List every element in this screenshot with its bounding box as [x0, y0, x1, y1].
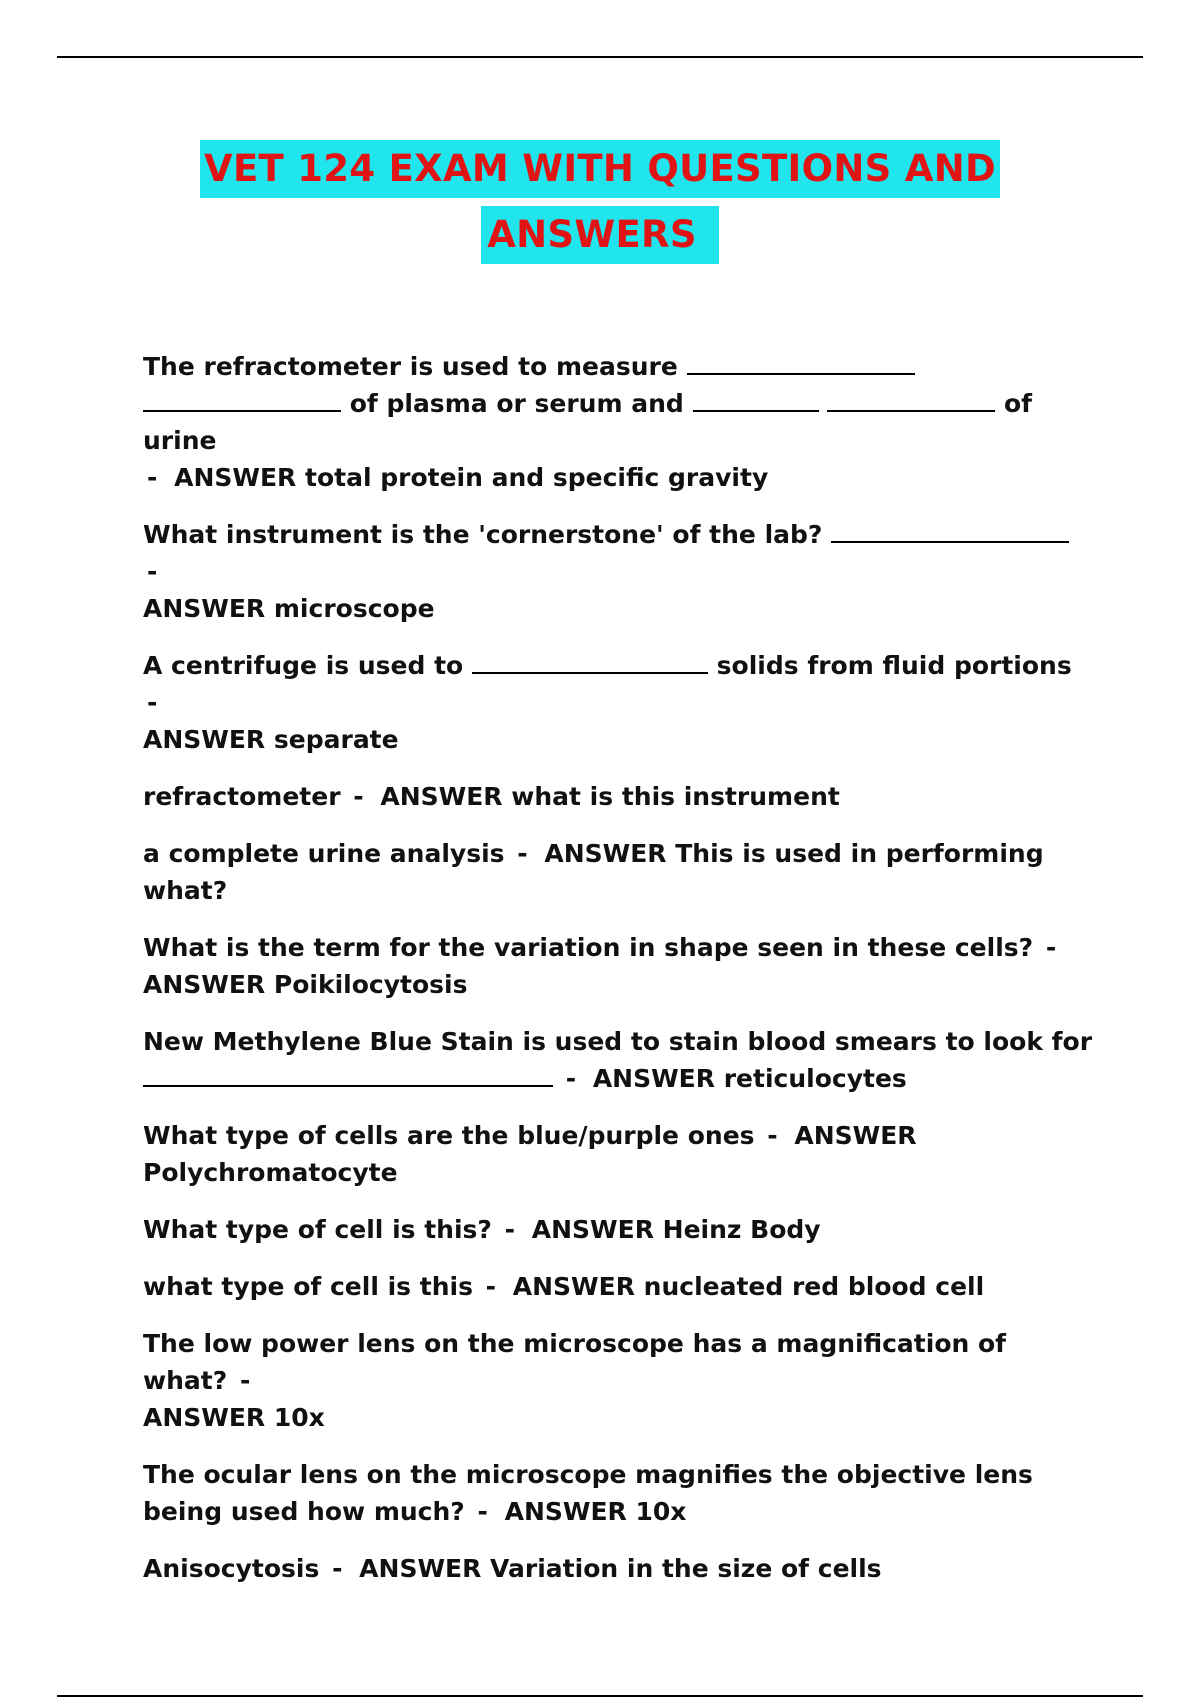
answer-text: ANSWER what is this instrument — [380, 782, 840, 811]
separator: - — [1045, 933, 1057, 962]
answer-blank — [472, 671, 708, 674]
question-text: What is the term for the variation in shape seen in these cells? — [143, 933, 1034, 962]
question-text: New Methylene Blue Stain is used to stain blood smears to look for — [143, 1027, 1093, 1056]
answer-text: ANSWER This is used in performing what? — [143, 839, 1044, 905]
question-text: refractometer — [143, 782, 341, 811]
answer-text: ANSWER total protein and specific gravity — [174, 463, 769, 492]
answer-text: ANSWER 10x — [504, 1497, 687, 1526]
separator: - — [353, 782, 364, 811]
separator: - — [332, 1554, 343, 1583]
answer-text: ANSWER 10x — [143, 1403, 325, 1432]
question-text: A centrifuge is used to — [143, 651, 464, 680]
qa-item-10 — [143, 1268, 1093, 1305]
question-text: The ocular lens on the microscope magnifies the objective lens being used how much? — [143, 1460, 1033, 1526]
answer-blank — [687, 372, 915, 375]
answer-blank — [143, 409, 341, 412]
separator: - — [504, 1215, 516, 1244]
qa-item-5 — [143, 835, 1093, 909]
question-text: The low power lens on the microscope has a magnification of what? — [143, 1329, 1007, 1395]
question-text: a complete urine analysis — [143, 839, 505, 868]
question-text: What instrument is the 'cornerstone' of the lab? — [143, 520, 823, 549]
question-text: The refractometer is used to measure — [143, 352, 678, 381]
answer-text: ANSWER Heinz Body — [531, 1215, 821, 1244]
separator: - — [477, 1497, 488, 1526]
document-title — [0, 140, 1200, 264]
separator: - — [767, 1121, 778, 1150]
separator: - — [565, 1064, 577, 1093]
qa-item-12 — [143, 1456, 1093, 1530]
qa-item-2 — [143, 516, 1093, 627]
question-text: What type of cells are the blue/purple ones — [143, 1121, 755, 1150]
separator: - — [239, 1366, 251, 1395]
answer-text: ANSWER reticulocytes — [592, 1064, 907, 1093]
question-text: What type of cell is this? — [143, 1215, 492, 1244]
qa-list — [143, 348, 1093, 1607]
answer-text: ANSWER Variation in the size of cells — [359, 1554, 882, 1583]
question-text: solids from fluid portions — [716, 651, 1072, 680]
separator: - — [147, 688, 158, 717]
question-text: Anisocytosis — [143, 1554, 320, 1583]
answer-blank — [143, 1084, 553, 1087]
separator: - — [485, 1272, 497, 1301]
title-line-2: ANSWERS — [481, 206, 719, 264]
qa-item-3 — [143, 647, 1093, 758]
top-rule — [57, 56, 1143, 58]
answer-blank — [831, 540, 1069, 543]
answer-text: ANSWER microscope — [143, 594, 435, 623]
answer-blank — [693, 409, 819, 412]
qa-item-1 — [143, 348, 1093, 496]
title-line-1: VET 124 EXAM WITH QUESTIONS AND — [200, 140, 1000, 198]
question-text: of plasma or serum and — [349, 389, 684, 418]
qa-item-7 — [143, 1023, 1093, 1097]
qa-item-6 — [143, 929, 1093, 1003]
question-text: what type of cell is this — [143, 1272, 473, 1301]
qa-item-9 — [143, 1211, 1093, 1248]
answer-text: ANSWER Poikilocytosis — [143, 970, 468, 999]
separator: - — [147, 463, 158, 492]
bottom-rule — [57, 1695, 1143, 1697]
separator: - — [147, 557, 158, 586]
answer-blank — [827, 409, 995, 412]
qa-item-8 — [143, 1117, 1093, 1191]
qa-item-13 — [143, 1550, 1093, 1587]
qa-item-11 — [143, 1325, 1093, 1436]
question-text: of urine — [143, 389, 1033, 455]
answer-text: ANSWER nucleated red blood cell — [512, 1272, 985, 1301]
separator: - — [517, 839, 528, 868]
qa-item-4 — [143, 778, 1093, 815]
answer-text: ANSWER Polychromatocyte — [143, 1121, 917, 1187]
answer-text: ANSWER separate — [143, 725, 399, 754]
